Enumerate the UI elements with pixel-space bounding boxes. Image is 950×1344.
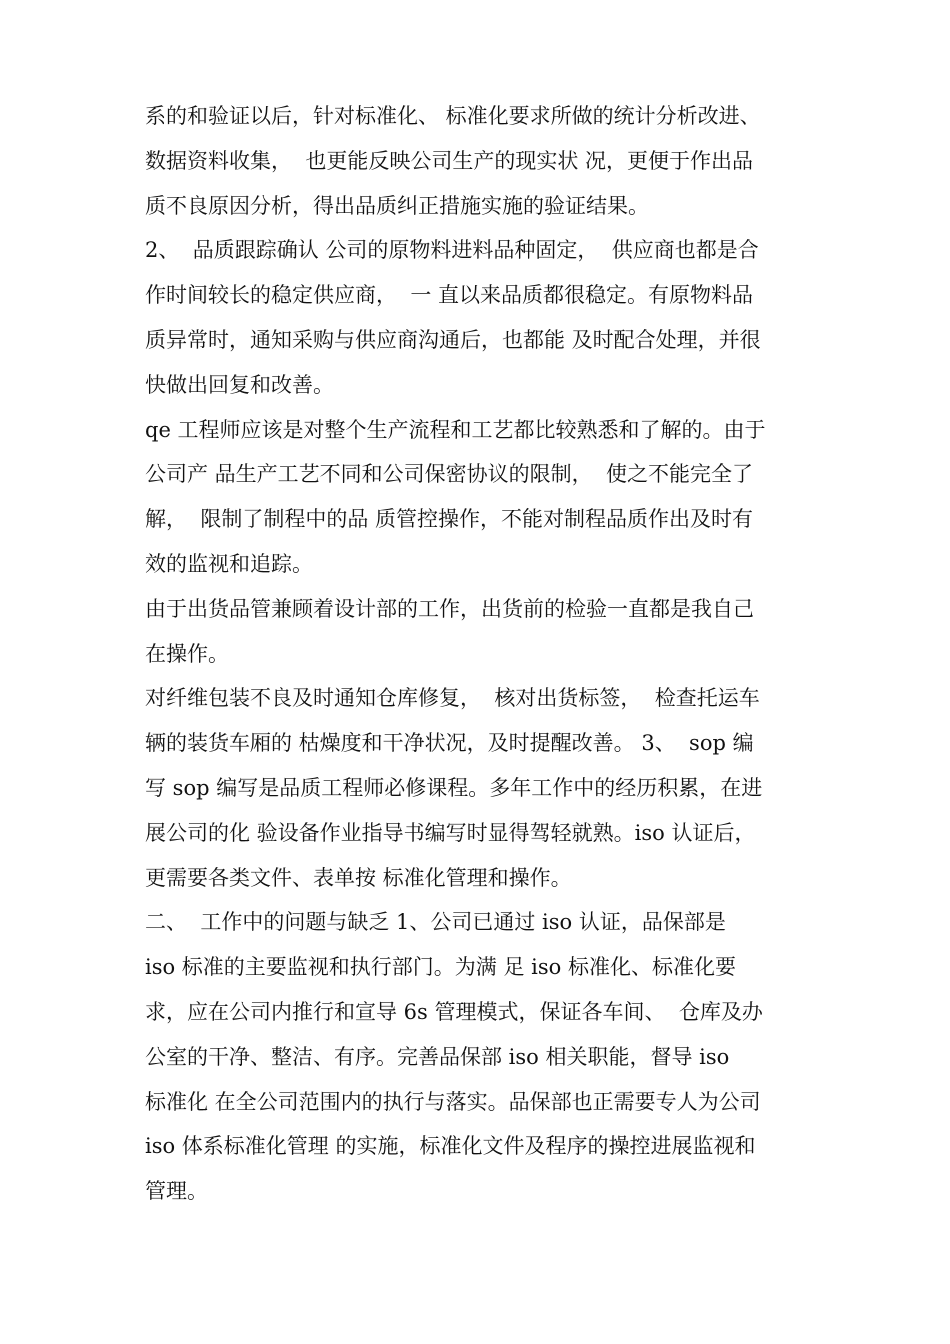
text-line: 求，应在公司内推行和宣导 6s 管理模式，保证各车间、 仓库及办 — [145, 999, 763, 1024]
text-line: 对纤维包装不良及时通知仓库修复， 核对出货标签， 检查托运车 — [145, 686, 760, 711]
text-line: iso 标准的主要监视和执行部门。为满 足 iso 标准化、标准化要 — [145, 955, 736, 980]
text-line: 数据资料收集， 也更能反映公司生产的现实状 况，更便于作出品 — [145, 148, 754, 173]
text-line: 由于出货品管兼顾着设计部的工作，出货前的检验一直都是我自己 — [145, 596, 754, 621]
text-line: 写 sop 编写是品质工程师必修课程。多年工作中的经历积累，在进 — [145, 775, 763, 800]
text-line: 2、 品质跟踪确认 公司的原物料进料品种固定， 供应商也都是合 — [145, 238, 759, 263]
text-line: 更需要各类文件、表单按 标准化管理和操作。 — [145, 865, 572, 890]
text-line: 标准化 在全公司范围内的执行与落实。品保部也正需要专人为公司 — [145, 1089, 761, 1114]
text-line: 辆的装货车厢的 枯燥度和干净状况，及时提醒改善。 3、 sop 编 — [145, 731, 754, 756]
text-line: 展公司的化 验设备作业指导书编写时显得驾轻就熟。iso 认证后， — [145, 820, 756, 845]
text-line: 公室的干净、整洁、有序。完善品保部 iso 相关职能，督导 iso — [145, 1044, 730, 1069]
text-line: 效的监视和追踪。 — [145, 551, 313, 576]
text-line: 质不良原因分析，得出品质纠正措施实施的验证结果。 — [145, 193, 649, 218]
text-line: iso 体系标准化管理 的实施，标准化文件及程序的操控进展监视和 — [145, 1134, 756, 1159]
text-line: 快做出回复和改善。 — [145, 372, 334, 397]
text-line: 公司产 品生产工艺不同和公司保密协议的限制， 使之不能完全了 — [145, 462, 754, 487]
text-line: 作时间较长的稳定供应商， 一 直以来品质都很稳定。有原物料品 — [145, 283, 754, 308]
text-line: 二、 工作中的问题与缺乏 1、公司已通过 iso 认证，品保部是 — [145, 910, 726, 935]
text-line: 在操作。 — [145, 641, 229, 666]
text-line: 系的和验证以后，针对标准化、 标准化要求所做的统计分析改进、 — [145, 104, 761, 128]
text-line: 解， 限制了制程中的品 质管控操作，不能对制程品质作出及时有 — [145, 507, 754, 532]
text-line: 质异常时，通知采购与供应商沟通后，也都能 及时配合处理，并很 — [145, 327, 761, 352]
document-body — [145, 94, 815, 1214]
text-line: qe 工程师应该是对整个生产流程和工艺都比较熟悉和了解的。由于 — [145, 417, 766, 442]
text-line: 管理。 — [145, 1179, 208, 1204]
